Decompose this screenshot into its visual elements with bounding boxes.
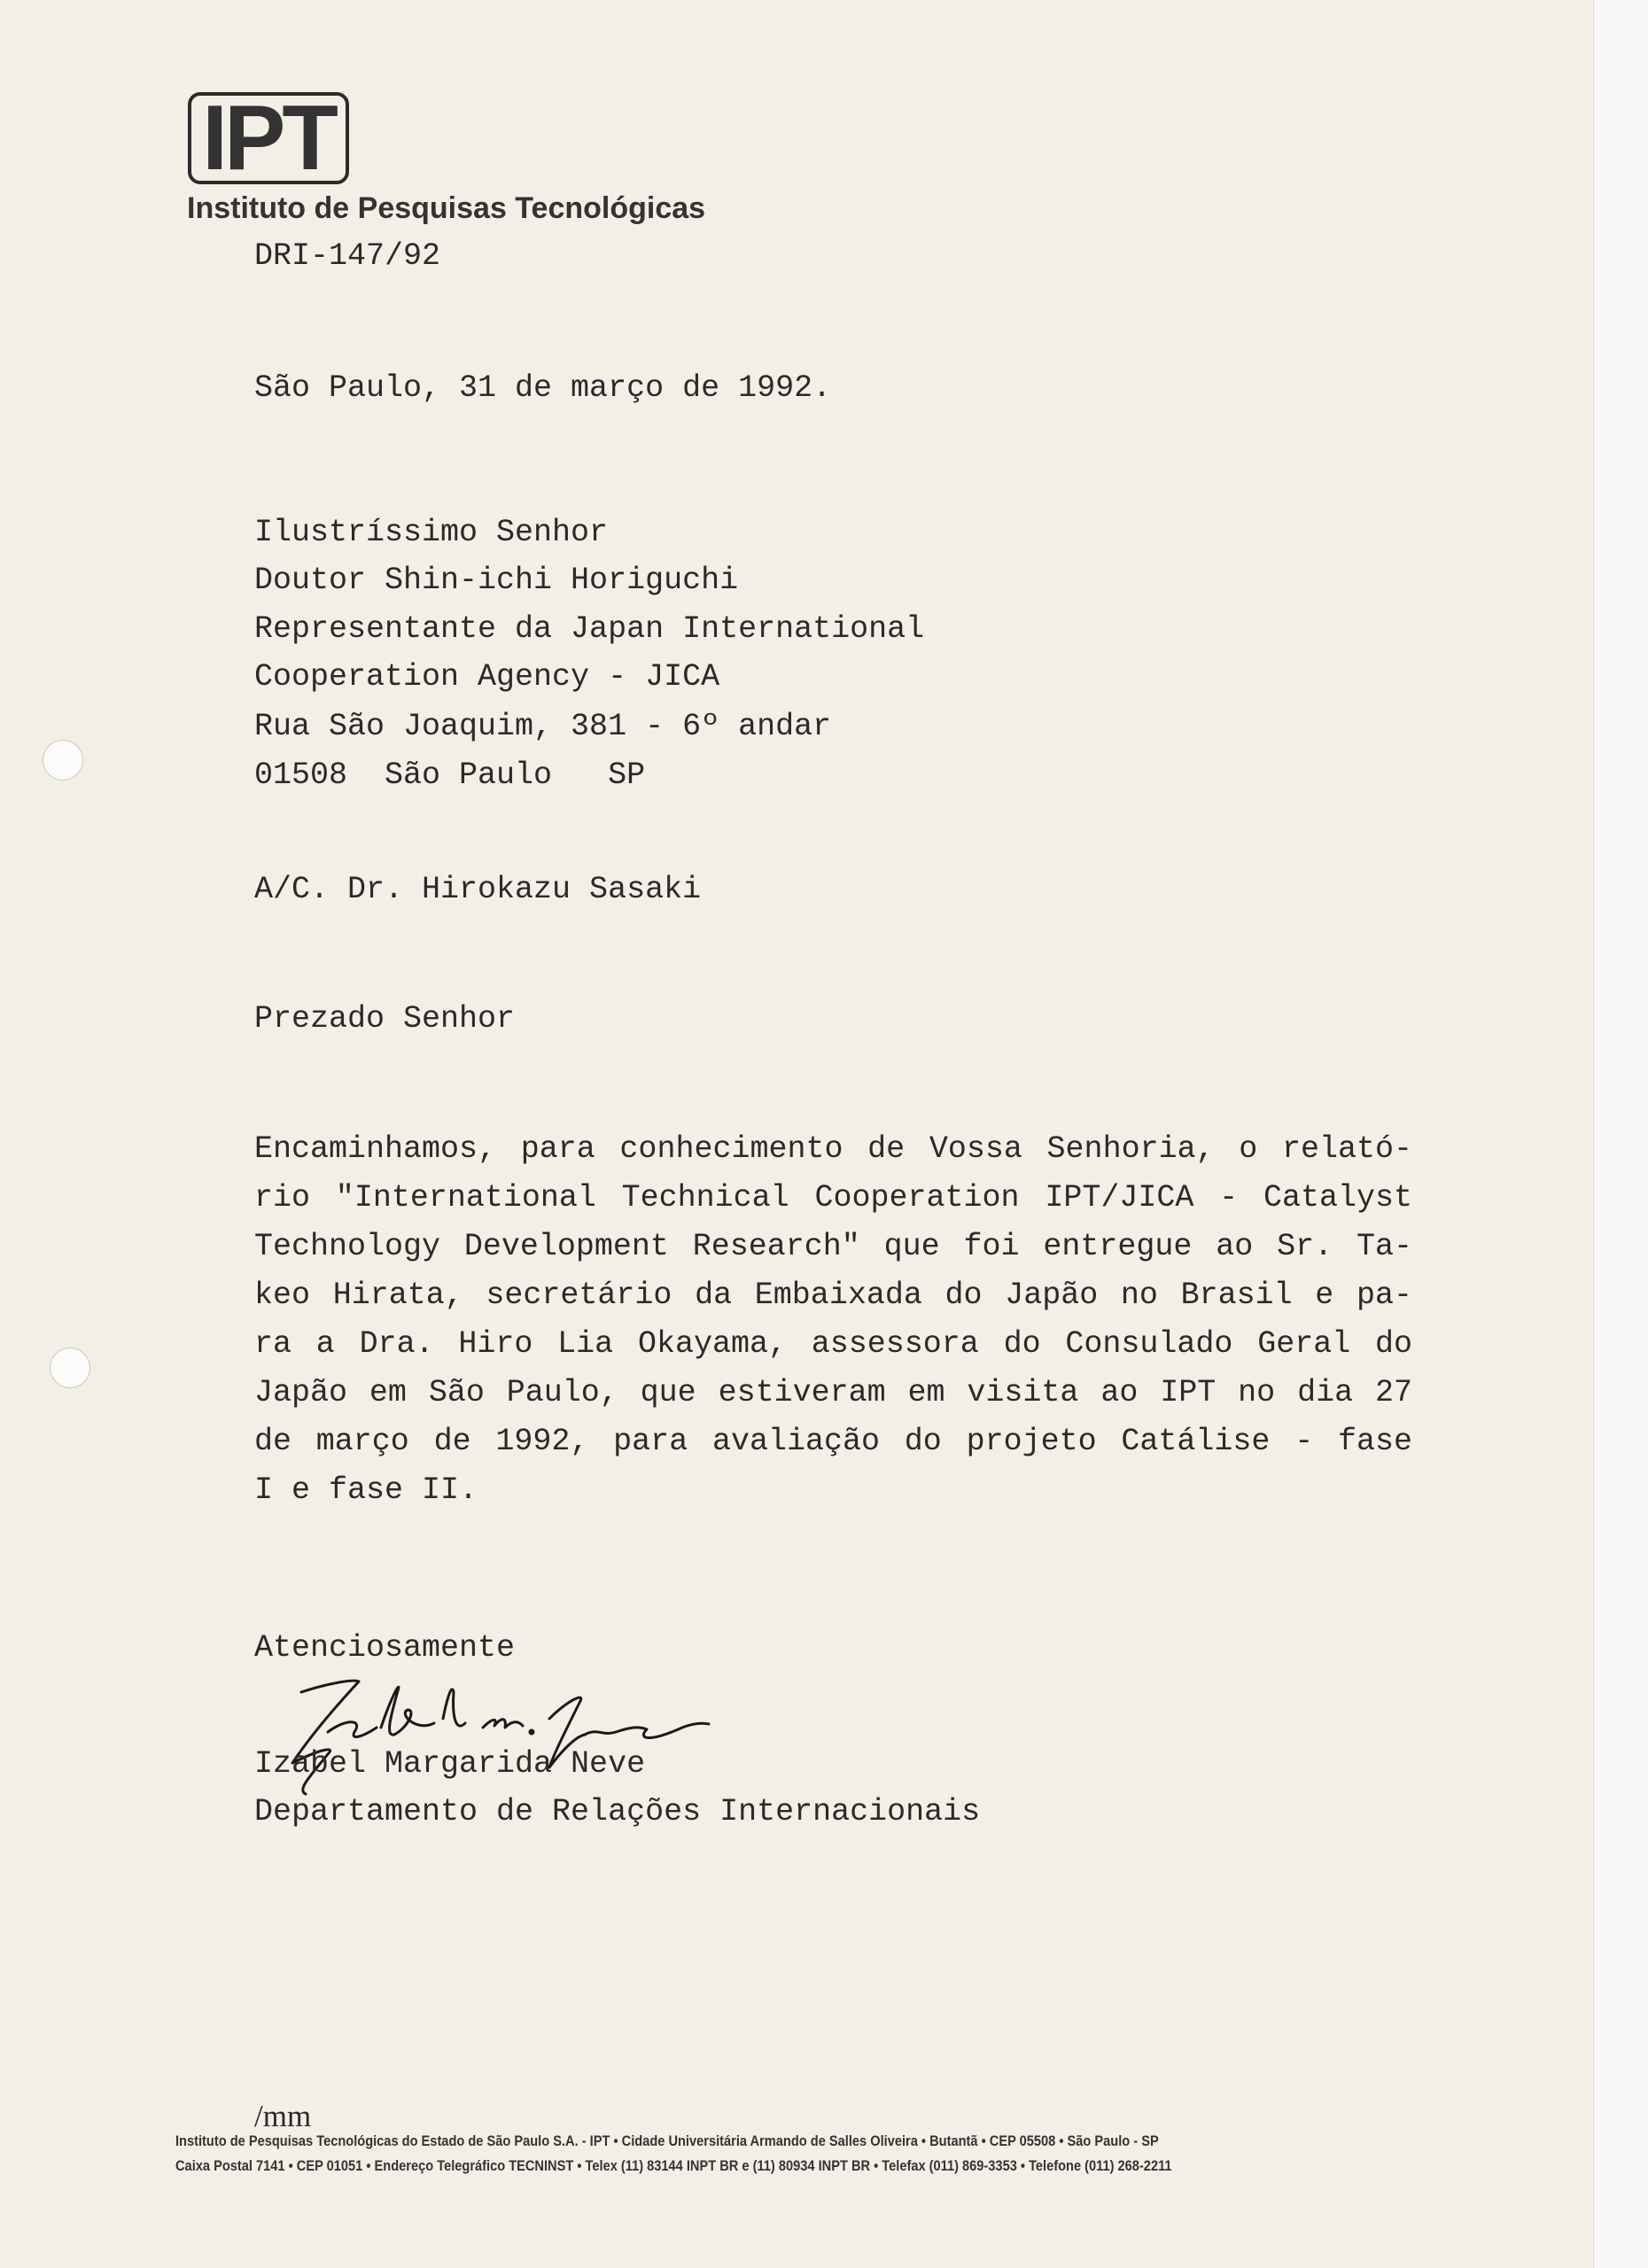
- body-line: keo Hirata, secretário da Embaixada do Japão no Brasil e pa-: [254, 1278, 1412, 1313]
- institution-name: Instituto de Pesquisas Tecnológicas: [187, 191, 706, 225]
- recipient-line: 01508 São Paulo SP: [254, 757, 646, 793]
- signer-name: Izabel Margarida Neve: [254, 1746, 646, 1782]
- closing: Atenciosamente: [254, 1630, 516, 1666]
- footer-line: Instituto de Pesquisas Tecnológicas do Estado de São Paulo S.A. - IPT • Cidade Universitária Armando de Salles Oliveira • Butantã • CEP 05508 • São Paulo - SP: [175, 2132, 1159, 2149]
- attention-line: A/C. Dr. Hirokazu Sasaki: [254, 872, 702, 907]
- recipient-line: Doutor Shin-ichi Horiguchi: [254, 563, 739, 598]
- body-line: Technology Development Research" que foi entregue ao Sr. Ta-: [254, 1229, 1412, 1264]
- body-line: rio "International Technical Cooperation IPT/JICA - Catalyst: [254, 1180, 1412, 1216]
- body-line: I e fase II.: [254, 1472, 478, 1508]
- body-line: de março de 1992, para avaliação do projeto Catálise - fase: [254, 1424, 1412, 1459]
- reference-number: DRI-147/92: [254, 238, 441, 274]
- footer-line: Caixa Postal 7141 • CEP 01051 • Endereço Telegráfico TECNINST • Telex (11) 83144 INPT BR e (11) 80934 INPT BR • Telefax (011) 869-3353 • Telefone (011) 268-2211: [175, 2157, 1172, 2174]
- recipient-line: Rua São Joaquim, 381 - 6º andar: [254, 709, 832, 744]
- punch-hole: [43, 740, 83, 781]
- recipient-line: Representante da Japan International: [254, 611, 925, 647]
- date-line: São Paulo, 31 de março de 1992.: [254, 370, 832, 406]
- salutation: Prezado Senhor: [254, 1001, 516, 1037]
- signer-department: Departamento de Relações Internacionais: [254, 1794, 981, 1829]
- typist-initials: /mm: [254, 2099, 312, 2133]
- page-edge: [1593, 0, 1648, 2268]
- body-line: Japão em São Paulo, que estiveram em visita ao IPT no dia 27: [254, 1375, 1412, 1410]
- recipient-line: Cooperation Agency - JICA: [254, 659, 720, 695]
- body-line: ra a Dra. Hiro Lia Okayama, assessora do Consulado Geral do: [254, 1326, 1412, 1362]
- ipt-logo: IPT: [188, 92, 349, 184]
- recipient-line: Ilustríssimo Senhor: [254, 515, 609, 550]
- punch-hole: [50, 1348, 90, 1388]
- body-line: Encaminhamos, para conhecimento de Vossa Senhoria, o relató-: [254, 1131, 1412, 1167]
